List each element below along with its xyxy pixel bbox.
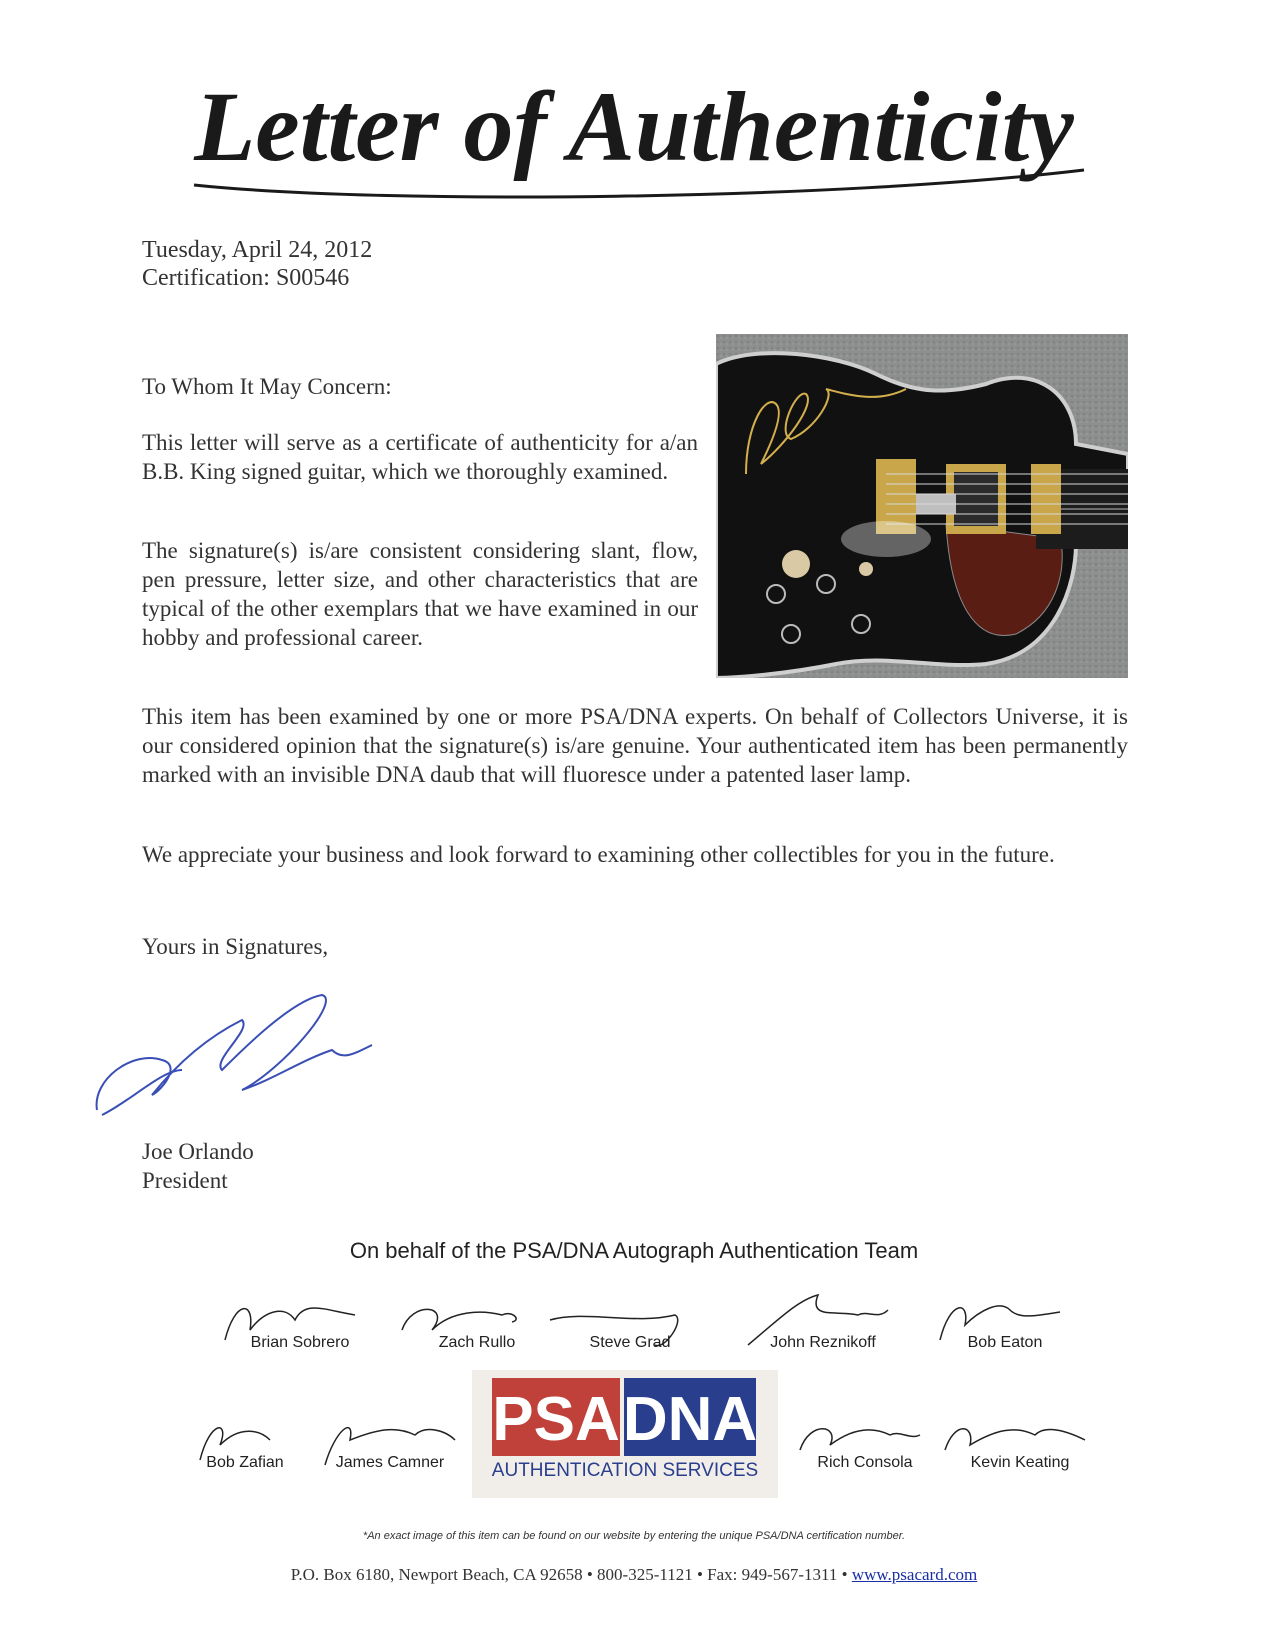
member-name: Brian Sobrero [250,1334,350,1351]
team-member [935,1410,1105,1490]
logo-tagline: AUTHENTICATION SERVICES [491,1460,759,1481]
letter-title-text: Letter of Authenticity [194,71,1074,182]
address-text: P.O. Box 6180, Newport Beach, CA 92658 • 800-325-1121 • Fax: 949-567-1311 • [290,1565,848,1584]
closing: Yours in Signatures, [142,934,329,959]
member-name: John Reznikoff [770,1334,876,1351]
signer-name: Joe Orlando [142,1139,254,1164]
president-signature [92,990,392,1140]
logo-dna-text: DNA [622,1385,758,1454]
psa-dna-logo [472,1370,778,1498]
team-member [392,1290,562,1370]
member-name: Rich Consola [817,1454,913,1471]
team-heading: On behalf of the PSA/DNA Autograph Authentication Team [349,1238,919,1263]
member-name: Steve Grad [589,1334,671,1351]
signer-title: President [142,1168,228,1193]
letter-date: Tuesday, April 24, 2012 [142,237,373,263]
certification-number: Certification: S00546 [142,265,350,291]
guitar-photo [716,334,1128,678]
salutation: To Whom It May Concern: [142,374,392,399]
team-member [545,1290,715,1370]
member-name: Bob Eaton [967,1334,1043,1351]
psa-dna-wordmark [472,1370,778,1460]
paragraph-2: The signature(s) is/are consistent considering slant, flow, pen pressure, letter size, and other characteristics that are typical of the other exemplars that we have examined in our hobby and professional career. [142,538,698,650]
website-link[interactable]: www.psacard.com [851,1565,978,1584]
letter-title-script [134,50,1134,210]
paragraph-4: We appreciate your business and look forward to examining other collectibles for you in the future. [142,842,1055,867]
paragraph-1: This letter will serve as a certificate of authenticity for a/an B.B. King signed guitar, which we thoroughly examined. [142,430,698,484]
team-member [780,1410,950,1490]
member-name: Zach Rullo [438,1334,516,1351]
member-name: James Camner [335,1454,445,1471]
team-member [738,1290,908,1370]
paragraph-3: This item has been examined by one or more PSA/DNA experts. On behalf of Collectors Universe, it is our considered opinion that the signature(s) is/are genuine. Your authenticated item has been permanently marked with an invisible DNA daub that will fluoresce under a patented laser lamp. [142,704,1128,787]
logo-psa-text: PSA [492,1385,620,1454]
team-member [920,1290,1090,1370]
member-name: Kevin Keating [970,1454,1070,1471]
team-member [215,1290,385,1370]
footer-address [0,1565,1268,1585]
letter-title [0,50,1268,210]
member-name: Bob Zafian [206,1454,284,1471]
team-member [305,1410,475,1490]
footnote: *An exact image of this item can be found on our website by entering the unique PSA/DNA certification number. [362,1530,906,1542]
